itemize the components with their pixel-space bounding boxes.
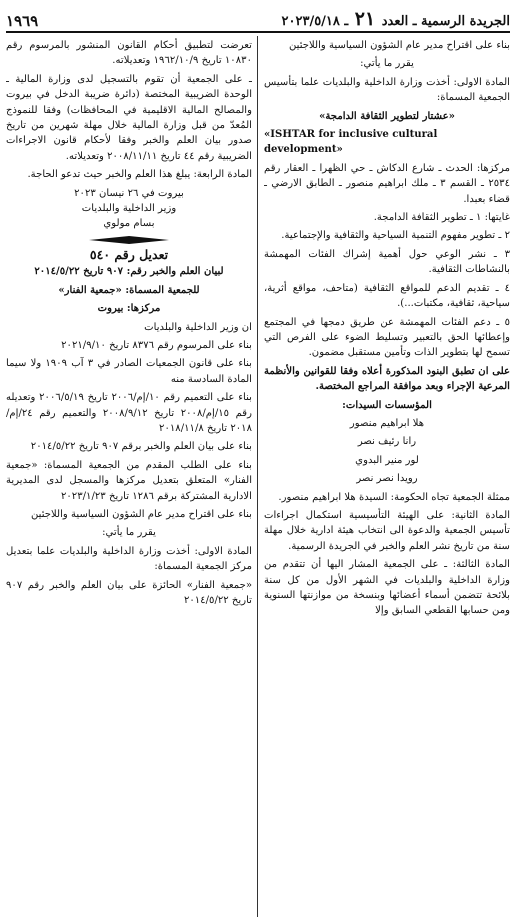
paragraph: المادة الثانية: على الهيئة التأسيسية استكمال اجراءات تأسيس الجمعية والدعوة الى انتخاب هيئة ادارية خلال مهلة سنة من تاريخ نشر العلم والخبر في الجريدة الرسمية. (264, 509, 510, 552)
section-divider (6, 236, 252, 244)
page-header (6, 4, 510, 30)
issue-number: ٢١ (354, 8, 376, 30)
paragraph: بناء على التعميم رقم ١٠/إم/٢٠٠٦ تاريخ ٢٠٠٦/٥/١٩ وتعديله رقم ١٥/إم/٢٠٠٨ تاريخ ٢٠٠٨/٩/١٢ والتعميم رقم ٢٤/إم/٢٠١٨ تاريخ ٢٠١٨/١١/٨ (6, 392, 252, 434)
right-column (264, 38, 510, 919)
paragraph: ممثلة الجمعية تجاه الحكومة: السيدة هلا ابراهيم منصور. (278, 491, 510, 503)
paragraph: المادة الثالثة: ـ على الجمعية المشار اليها أن تتقدم من وزارة الداخلية والبلديات في الشهر الأول من كل سنة بلائحة تتضمن أسماء أعضائها وبنسخة من موازنتها السنوية ومن حسابها القطعي السابق وإلا (264, 559, 510, 617)
paragraph: ـ على الجمعية أن تقوم بالتسجيل لدى وزارة المالية ـ الوحدة الضريبية المختصة (دائرة ضريبة الدخل في بيروت والمصالح المالية الاقليمية في المحافظات) وفقا للنموذج المُعدّ من قبل وزارة المالية خلال مهلة شهرين من تاريخ صدور بيان العلم والخبر وفقا لأحكام قانون الاجراءات الضريبية رقم ٤٤ تاريخ ٢٠٠٨/١١/١١ وتعديلاته. (6, 73, 252, 162)
paragraph: بناء على اقتراح مدير عام الشؤون السياسية واللاجئين (288, 40, 510, 51)
founder-name: لور منير البدوي (355, 454, 419, 466)
right-column-articles (264, 490, 510, 619)
left-column (6, 38, 252, 919)
paragraph: يقرر ما يأتي: (102, 527, 156, 539)
paragraph: المادة الاولى: أخذت وزارة الداخلية والبلديات علما بتعديل مركز الجمعية المسماة: (6, 545, 252, 573)
paragraph: بناء على قانون الجمعيات الصادر في ٣ آب ١٩٠٩ ولا سيما المادة السادسة منه (6, 358, 252, 385)
paragraph: بناء على المرسوم رقم ٨٣٧٦ تاريخ ٢٠٢١/٩/١٠ (61, 339, 252, 351)
minister-title: وزير الداخلية والبلديات (81, 203, 177, 215)
paragraph: ٣ ـ نشر الوعي حول أهمية إشراك الفئات المهمشة بالنشاطات الثقافية. (264, 248, 510, 276)
paragraph: بناء على اقتراح مدير عام الشؤون السياسية واللاجئين (30, 508, 252, 520)
paragraph: يقرر ما يأتي: (360, 58, 414, 70)
founders-list (264, 416, 510, 487)
right-column-paragraphs (264, 38, 510, 413)
amendment-heading: تعديل رقم ٥٤٠ (89, 246, 169, 262)
issue-date: ـ ٢٠٢٣/٥/١٨ (281, 14, 349, 29)
amendment-body (6, 320, 252, 609)
signature-place-date: بيروت في ٢٦ نيسان ٢٠٢٣ (74, 187, 184, 199)
paragraph: المؤسسات السيدات: (342, 399, 432, 411)
amendment-seat: مركزها: بيروت (97, 303, 161, 315)
paragraph: تعرضت لتطبيق أحكام القانون المنشور بالمرسوم رقم ١٠٨٣٠ تاريخ ١٩٦٢/١٠/٩ وتعديلاته. (6, 40, 252, 67)
founder-name: رويدا نصر نصر (356, 473, 418, 485)
signature-block (6, 186, 252, 232)
paragraph: بناء على بيان العلم والخبر برقم ٩٠٧ تاريخ ٢٠١٤/٥/٢٢ (30, 441, 252, 453)
gazette-title (282, 8, 510, 30)
paragraph: مركزها: الحدث ـ شارع الدكاش ـ حي الظهرا ـ العقار رقم ٢٥٣٤ ـ القسم ٣ ـ ملك ابراهيم منصور ـ الطابق الارضي ـ قضاء بعبدا. (264, 162, 510, 205)
amendment-subject: لبيان العلم والخبر رقم: ٩٠٧ تاريخ ٢٠١٤/٥/٢٢ (34, 266, 224, 278)
paragraph: غايتها: ١ ـ تطوير الثقافة الدامجة. (373, 212, 510, 224)
founder-name: هلا ابراهيم منصور (349, 417, 425, 429)
paragraph: ٥ ـ دعم الفئات المهمشة عن طريق دمجها في المجتمع وإعطائها الحق بالتعبير وتسليط الضوء على الفرص التي تسمح لها بتطوير الذات وتأمين مستقبل مضمون. (264, 316, 510, 359)
paragraph: بناء على الطلب المقدم من الجمعية المسماة: «جمعية الفنار» المتعلق بتعديل مركزها والمسجل لدى المديرية الادارية المشتركة برقم ١٢٨٦ تاريخ ٢٠٢٣/١/٢٣ (6, 459, 252, 502)
paragraph: على ان تطبق البنود المذكورة أعلاه وفقا للقوانين والأنظمة المرعية الإجراء وبعد موافقة المراجع المختصة. (264, 365, 510, 393)
paragraph: المادة الاولى: أخذت وزارة الداخلية والبلديات علما بتأسيس الجمعية المسماة: (264, 76, 510, 104)
header-rule (6, 31, 510, 33)
founder-name: رانا رئيف نصر (357, 436, 417, 448)
paragraph: «عشتار لتطوير الثقافة الدامجة» (319, 110, 455, 122)
amendment-association: للجمعية المسماة: «جمعية الفنار» (58, 284, 200, 296)
column-separator (257, 36, 258, 917)
paragraph: «جمعية الفنار» الحائزة على بيان العلم والخبر رقم ٩٠٧ تاريخ ٢٠١٤/٥/٢٢ (6, 579, 252, 606)
paragraph: ٤ ـ تقديم الدعم للمواقع الثقافية (متاحف، مواقع أثرية، سياحية، ثقافية، مكتبات...). (264, 282, 510, 310)
paragraph: ٢ ـ تطوير مفهوم التنمية السياحية والثقافية والإجتماعية. (281, 230, 510, 242)
paragraph: المادة الرابعة: يبلغ هذا العلم والخبر حيث تدعو الحاجة. (27, 169, 252, 181)
divider-ornament (89, 236, 169, 244)
page-number: ١٩٦٩ (6, 12, 39, 30)
minister-name: بسام مولوي (103, 218, 155, 230)
paragraph: «ISHTAR for inclusive cultural development» (264, 129, 438, 156)
left-column-paragraphs (6, 38, 252, 183)
paragraph: ان وزير الداخلية والبلديات (144, 321, 252, 333)
title-prefix: الجريدة الرسمية ـ العدد (381, 14, 510, 29)
